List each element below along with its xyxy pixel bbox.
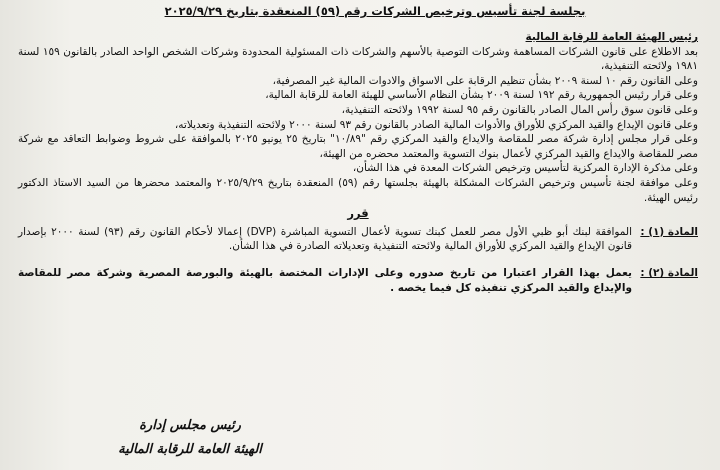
decree-body [18,30,698,295]
decision-heading: قرر [347,206,369,221]
article-2 [18,266,698,295]
preamble-paragraph: وعلى قرار رئيس الجمهورية رقم ١٩٢ لسنة ٢٠٠٩ بشأن النظام الأساسي للهيئة العامة للرقابة المالية، [265,89,698,102]
signature-line-1: رئيس مجلس إدارة [139,418,241,433]
preamble-paragraph: وعلى قانون سوق رأس المال الصادر بالقانون رقم ٩٥ لسنة ١٩٩٢ ولائحته التنفيذية، [341,103,698,116]
preamble-paragraph: وعلى مذكرة الإدارة المركزية لتأسيس وترخيص الشركات المعدة في هذا الشأن، [352,162,698,175]
article-label: المادة (٢) : [640,266,698,279]
preamble-paragraph: وعلى موافقة لجنة تأسيس وترخيص الشركات المشكلة بالهيئة بجلستها رقم (٥٩) المنعقدة بتاريخ ٢٠٢٥/٩/٢٩ والمعتمد محضرها من السيد الاستاذ الدكتور رئيس الهيئة. [18,176,699,204]
signature-line-2: الهيئة العامة للرقابة المالية [118,442,262,457]
article-1 [18,225,698,254]
article-text: يعمل بهذا القرار اعتبارا من تاريخ صدوره وعلى الإدارات المختصة بالهيئة والبورصة المصرية وشركة مصر للمقاصة والإيداع والقيد المركزي تنفيذه كل فيما يخصه . [18,266,632,294]
session-header: بجلسة لجنة تأسيس وترخيص الشركات رقم (٥٩) المنعقدة بتاريخ ٢٠٢٥/٩/٢٩ [164,4,586,18]
preamble-paragraph: وعلى قرار مجلس إدارة شركة مصر للمقاصة والايداع والقيد المركزي رقم "١٠/٨٩" بتاريخ ٢٥ يونيو ٢٠٢٥ بالموافقة على شروط وضوابط التعاقد مع شركة مصر للمقاصة والايداع والقيد المركزي لأعمال بنوك التسوية والمعتمد محضره من الهيئة، [18,133,698,160]
preamble-paragraph: وعلى قانون الإيداع والقيد المركزي للأوراق والأدوات المالية الصادر بالقانون رقم ٩٣ لسنة ٢٠٠٠ ولائحته التنفيذية وتعديلاته، [174,118,698,131]
chairman-title: رئيس الهيئة العامة للرقابة المالية [525,31,698,43]
preamble-paragraph: بعد الاطلاع على قانون الشركات المساهمة وشركات التوصية بالأسهم والشركات ذات المسئولية المحدودة وشركات الشخص الواحد الصادر بالقانون ١٥٩ لسنة ١٩٨١ ولائحته التنفيذية، [18,45,698,73]
article-text: الموافقة لبنك أبو ظبي الأول مصر للعمل كبنك تسوية لأعمال التسوية المباشرة (DVP) إعمالا لأحكام القانون رقم (٩٣) لسنة ٢٠٠٠ بإصدار قانون الإيداع والقيد المركزي للأوراق المالية ولائحته التنفيذية وتعديلاته الصادرة في هذا الشأن. [18,225,632,253]
preamble-paragraph: وعلى القانون رقم ١٠ لسنة ٢٠٠٩ بشأن تنظيم الرقابة على الاسواق والادوات المالية غير المصرفية، [272,74,698,87]
article-label: المادة (١) : [640,225,698,238]
